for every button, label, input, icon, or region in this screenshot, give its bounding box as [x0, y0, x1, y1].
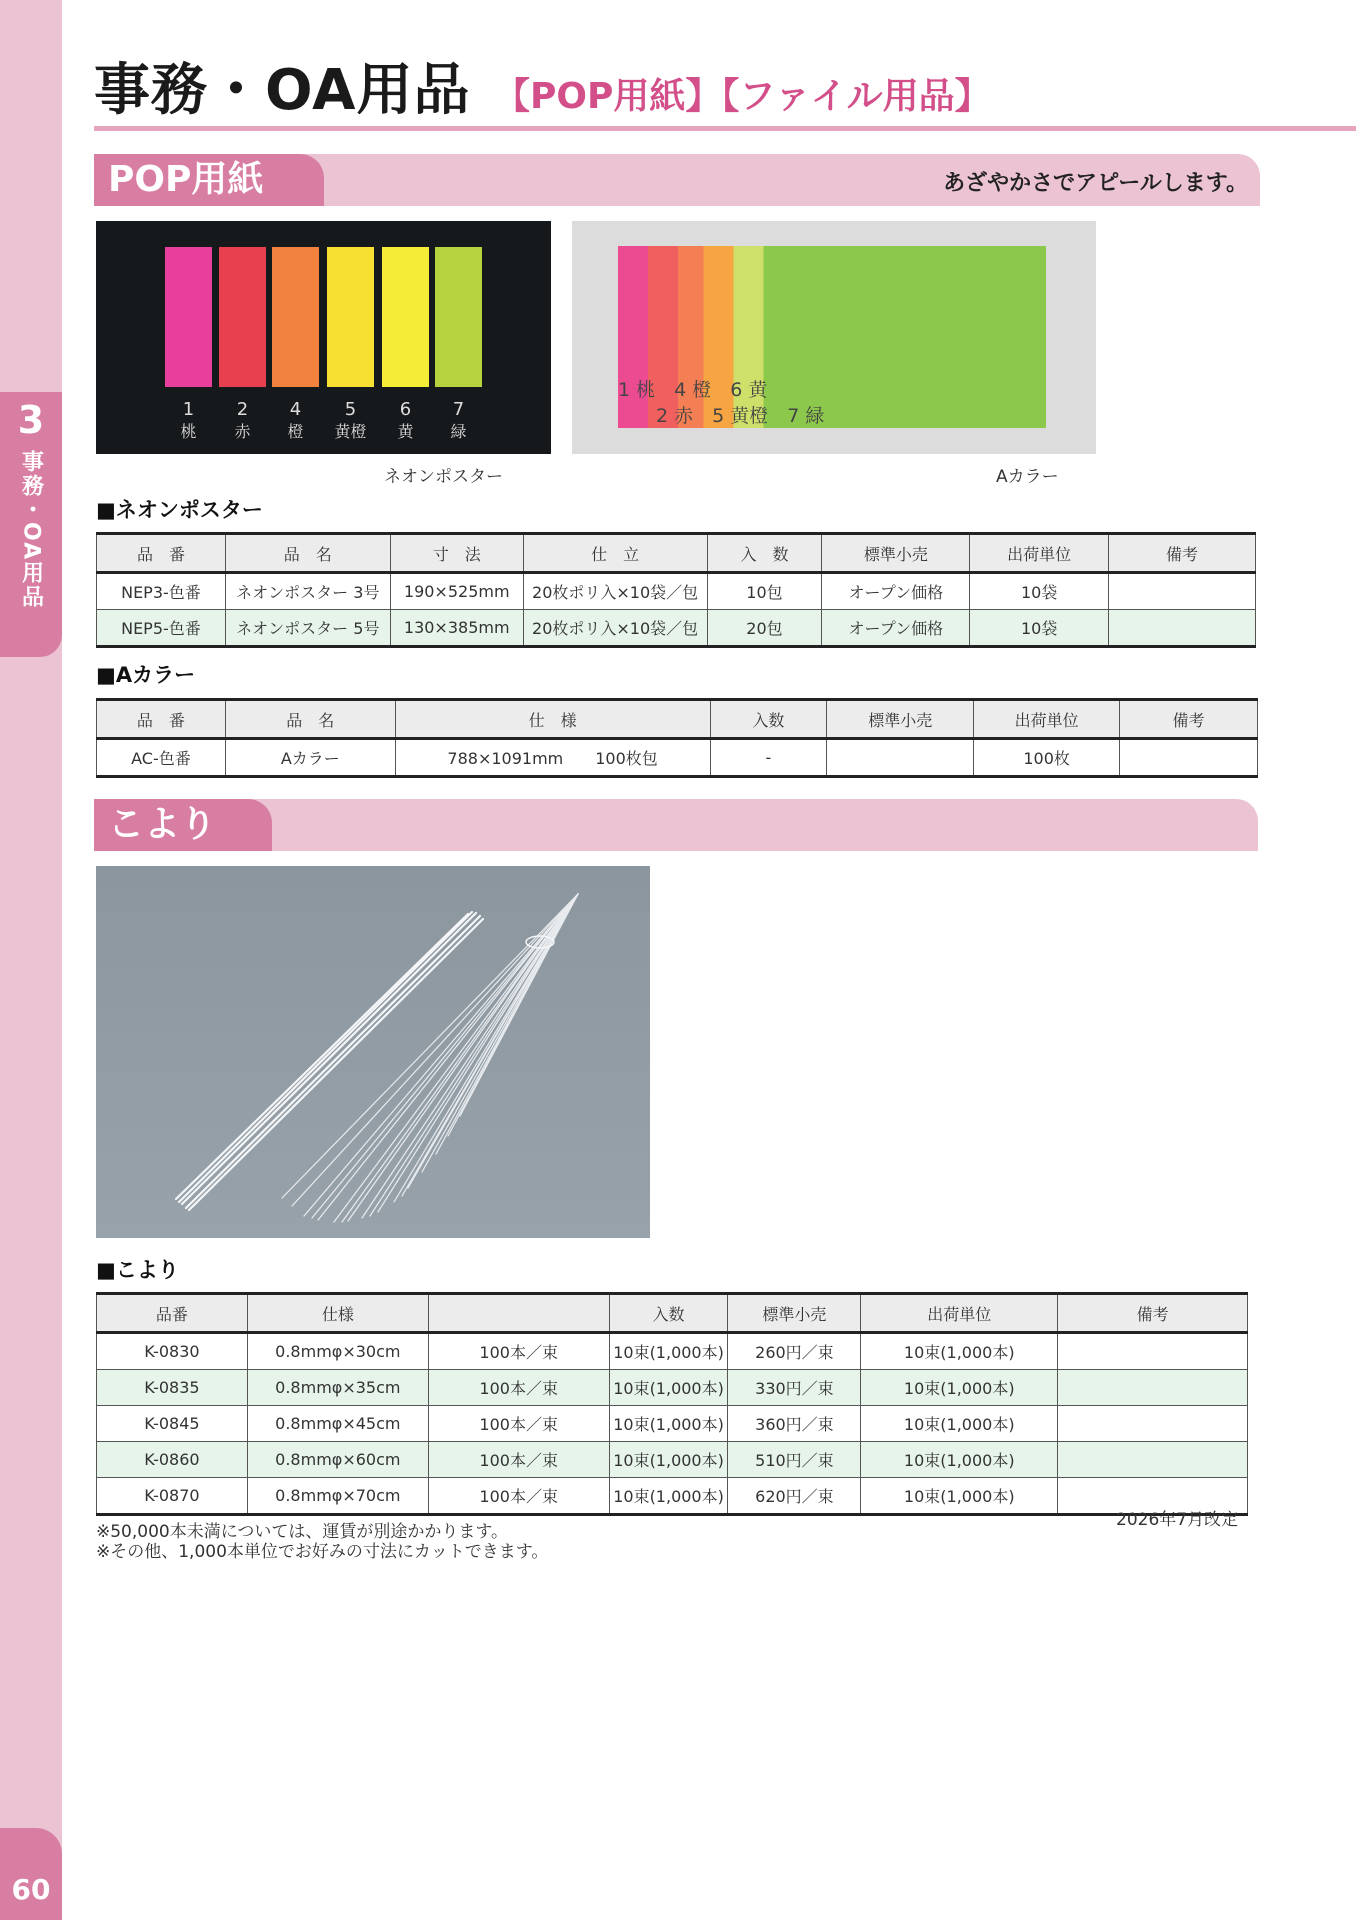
column-header: 品番 — [97, 1294, 248, 1333]
neon-strip-name: 黄 — [397, 422, 414, 441]
pop-tagline: あざやかさでアピールします。 — [943, 171, 1248, 196]
column-header: 品 番 — [97, 700, 226, 739]
column-header: 出荷単位 — [861, 1294, 1058, 1333]
table-cell — [1109, 610, 1256, 647]
table-cell: 130×385mm — [390, 610, 523, 647]
neon-strip-number: 2 — [236, 399, 249, 420]
neon-strip-number: 5 — [344, 399, 357, 420]
table-cell: 20枚ポリ入×10袋／包 — [523, 610, 707, 647]
table-cell: 0.8mmφ×70cm — [247, 1478, 428, 1515]
table-cell: 100本／束 — [428, 1406, 609, 1442]
column-header: 標準小売 — [822, 534, 970, 573]
column-header: 備考 — [1058, 1294, 1248, 1333]
table-cell: 0.8mmφ×45cm — [247, 1406, 428, 1442]
table-cell: 190×525mm — [390, 573, 523, 610]
table-cell: 10束(1,000本) — [609, 1442, 728, 1478]
table-row — [97, 1333, 1248, 1370]
table-cell: 100本／束 — [428, 1478, 609, 1515]
koyori-section-bar — [94, 799, 1258, 851]
neon-poster-photo — [96, 221, 551, 454]
page-number: 60 — [0, 1828, 62, 1920]
neon-strip-6 — [382, 247, 429, 387]
table-cell: 10束(1,000本) — [609, 1333, 728, 1370]
neon-table-heading: ■ネオンポスター — [96, 498, 263, 522]
table-cell: 260円／束 — [728, 1333, 861, 1370]
neon-strip-5 — [327, 247, 374, 387]
column-header — [428, 1294, 609, 1333]
table-cell: 0.8mmφ×30cm — [247, 1333, 428, 1370]
column-header: 標準小売 — [728, 1294, 861, 1333]
neon-strip-7 — [435, 247, 482, 387]
table-cell: 788×1091mm 100枚包 — [395, 739, 710, 777]
neon-strip-number: 1 — [182, 399, 195, 420]
table-cell — [1058, 1333, 1248, 1370]
table-cell: 10袋 — [970, 573, 1109, 610]
table-cell: 620円／束 — [728, 1478, 861, 1515]
table-cell: 10束(1,000本) — [609, 1370, 728, 1406]
table-cell: 10束(1,000本) — [861, 1478, 1058, 1515]
neon-strip-2 — [219, 247, 266, 387]
table-cell: 100本／束 — [428, 1333, 609, 1370]
table-header-row — [97, 700, 1258, 739]
acolor-table-heading: ■Aカラー — [96, 663, 196, 687]
chapter-label: 事務・OA用品 — [18, 450, 44, 610]
column-header: 品 名 — [225, 700, 395, 739]
table-cell: Aカラー — [225, 739, 395, 777]
table-cell: K-0870 — [97, 1478, 248, 1515]
column-header: 品 番 — [97, 534, 226, 573]
table-header-row — [97, 1294, 1248, 1333]
note-1: ※50,000本未満については、運賃が別途かかります。 — [96, 1522, 509, 1542]
koyori-section-title: こより — [94, 799, 272, 851]
table-cell: 10束(1,000本) — [861, 1333, 1058, 1370]
table-cell: 10包 — [707, 573, 822, 610]
table-cell: 10束(1,000本) — [861, 1406, 1058, 1442]
table-cell: 0.8mmφ×35cm — [247, 1370, 428, 1406]
table-row — [97, 1406, 1248, 1442]
table-cell: 10束(1,000本) — [861, 1442, 1058, 1478]
koyori-photo — [96, 866, 650, 1238]
neon-strip-name: 桃 — [180, 422, 197, 441]
neon-strip-1 — [165, 247, 212, 387]
revision-date: 2026年7月改定 — [1116, 1510, 1239, 1530]
table-cell: 10束(1,000本) — [609, 1478, 728, 1515]
table-cell — [1058, 1406, 1248, 1442]
table-cell: NEP3-色番 — [97, 573, 226, 610]
table-cell: 330円／束 — [728, 1370, 861, 1406]
table-row — [97, 1370, 1248, 1406]
table-cell: オープン価格 — [822, 573, 970, 610]
table-cell: 0.8mmφ×60cm — [247, 1442, 428, 1478]
pop-section-title: POP用紙 — [94, 154, 324, 206]
chapter-tab[interactable] — [0, 392, 62, 657]
acolor-legend-line1: 1 桃 4 橙 6 黄 — [618, 379, 768, 401]
column-header: 備考 — [1109, 534, 1256, 573]
column-header: 仕 様 — [395, 700, 710, 739]
column-header: 品 名 — [225, 534, 390, 573]
table-cell: ネオンポスター 3号 — [225, 573, 390, 610]
table-cell: K-0860 — [97, 1442, 248, 1478]
page-subtitle: 【POP用紙】【ファイル用品】 — [494, 76, 991, 117]
table-cell: AC-色番 — [97, 739, 226, 777]
acolor-legend-line2: 2 赤 5 黄橙 7 緑 — [656, 405, 825, 427]
table-cell: 100本／束 — [428, 1370, 609, 1406]
acolor-photo — [572, 221, 1096, 454]
side-strip — [0, 0, 62, 1920]
table-cell — [1109, 573, 1256, 610]
chapter-number: 3 — [17, 398, 45, 442]
table-cell: K-0845 — [97, 1406, 248, 1442]
neon-strip-name: 緑 — [450, 422, 467, 441]
table-cell: 360円／束 — [728, 1406, 861, 1442]
column-header: 出荷単位 — [970, 534, 1109, 573]
neon-strip-number: 7 — [452, 399, 465, 420]
table-cell: K-0830 — [97, 1333, 248, 1370]
column-header: 入数 — [710, 700, 827, 739]
table-row — [97, 573, 1256, 610]
neon-strip-number: 6 — [399, 399, 412, 420]
table-cell: オープン価格 — [822, 610, 970, 647]
column-header: 仕様 — [247, 1294, 428, 1333]
neon-strip-number: 4 — [289, 399, 302, 420]
column-header: 入 数 — [707, 534, 822, 573]
column-header: 入数 — [609, 1294, 728, 1333]
column-header: 標準小売 — [827, 700, 974, 739]
table-cell: ネオンポスター 5号 — [225, 610, 390, 647]
neon-strip-4 — [272, 247, 319, 387]
table-cell: 10束(1,000本) — [609, 1406, 728, 1442]
neon-strip-name: 赤 — [234, 422, 251, 441]
neon-strip-name: 黄橙 — [334, 422, 367, 441]
neon-strip-name: 橙 — [287, 422, 304, 441]
acolor-table — [96, 698, 1258, 778]
table-cell: 510円／束 — [728, 1442, 861, 1478]
column-header: 寸 法 — [390, 534, 523, 573]
neon-photo-caption: ネオンポスター — [384, 467, 503, 487]
koyori-table — [96, 1292, 1248, 1516]
table-cell: 10袋 — [970, 610, 1109, 647]
koyori-illustration — [96, 866, 650, 1238]
table-cell: 100本／束 — [428, 1442, 609, 1478]
table-cell: NEP5-色番 — [97, 610, 226, 647]
table-cell — [1058, 1370, 1248, 1406]
koyori-table-heading: ■こより — [96, 1258, 179, 1282]
table-cell: K-0835 — [97, 1370, 248, 1406]
column-header: 仕 立 — [523, 534, 707, 573]
table-row — [97, 1442, 1248, 1478]
page-title: 事務・OA用品 — [94, 58, 471, 123]
table-row — [97, 739, 1258, 777]
acolor-photo-caption: Aカラー — [996, 467, 1059, 487]
table-row — [97, 610, 1256, 647]
note-2: ※その他、1,000本単位でお好みの寸法にカットできます。 — [96, 1542, 549, 1562]
column-header: 出荷単位 — [974, 700, 1120, 739]
table-cell — [827, 739, 974, 777]
pop-section-bar — [94, 154, 1260, 206]
table-cell: 20枚ポリ入×10袋／包 — [523, 573, 707, 610]
table-cell: - — [710, 739, 827, 777]
table-cell: 20包 — [707, 610, 822, 647]
column-header: 備考 — [1120, 700, 1258, 739]
table-cell — [1120, 739, 1258, 777]
neon-poster-table — [96, 532, 1256, 648]
table-header-row — [97, 534, 1256, 573]
table-cell — [1058, 1478, 1248, 1515]
table-cell: 10束(1,000本) — [861, 1370, 1058, 1406]
table-cell — [1058, 1442, 1248, 1478]
table-cell: 100枚 — [974, 739, 1120, 777]
table-row — [97, 1478, 1248, 1515]
page-header — [94, 58, 1356, 131]
